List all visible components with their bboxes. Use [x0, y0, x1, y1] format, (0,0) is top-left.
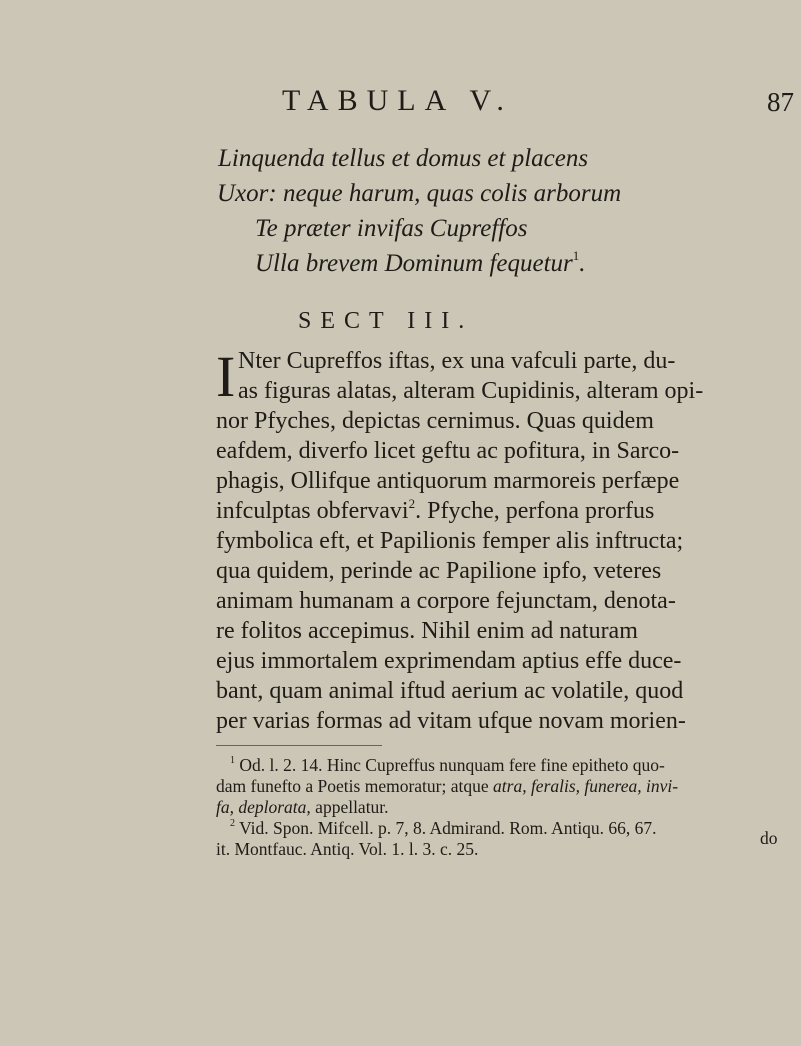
text-line: per varias formas ad vitam ufque novam morien- [216, 708, 686, 734]
text-line: qua quidem, perinde ac Papilione ipfo, veteres [216, 558, 662, 584]
footnote-italic: atra, feralis, funerea, invi- [493, 776, 679, 796]
footnote-text: appellatur. [310, 797, 389, 817]
footnote-rule [216, 745, 382, 746]
page-header [0, 84, 801, 124]
text-line: fymbolica eft, et Papilionis femper alis inftructa; [216, 528, 684, 554]
footnote-line [216, 797, 389, 818]
footnote-number: 1 [230, 755, 235, 766]
verse-line-text: Ulla brevem Dominum fequetur [255, 250, 573, 277]
footnote-line: it. Montfauc. Antiq. Vol. 1. l. 3. c. 25. [216, 839, 479, 859]
verse-line: Ulla brevem Dominum fequetur$^1$. [255, 248, 586, 277]
footnote-text: Od. l. 2. 14. Hinc Cupreffus nunquam fere fine epitheto quo- [239, 755, 665, 775]
text-line: bant, quam animal iftud aerium ac volatile, quod [216, 678, 684, 704]
verse-line: Linquenda tellus et domus et placens [218, 145, 589, 172]
verse-line: Te prӕter invifas Cupreffos [255, 215, 528, 242]
footnote-text: Vid. Spon. Mifcell. p. 7, 8. Admirand. Rom. Antiqu. 66, 67. [239, 818, 657, 838]
text-line: ejus immortalem exprimendam aptius effe duce- [216, 648, 682, 674]
section-heading: SECT III. [298, 308, 474, 334]
text-line: eafdem, diverfo licet geftu ac pofitura, in Sarco- [216, 438, 680, 464]
footnote-marker: 2 [408, 496, 416, 511]
text-line [216, 498, 654, 525]
page-number: 87 [767, 87, 794, 117]
footnote-marker: 1 [572, 248, 580, 263]
text-fragment: . Pfyche, perfona prorfus [415, 498, 655, 524]
running-title: TABULA V. [282, 84, 513, 117]
footnote-line [230, 818, 657, 839]
text-line: nor Pfyches, depictas cernimus. Quas quidem [216, 408, 654, 434]
drop-cap: I [216, 344, 236, 409]
footnote-text: dam funefto a Poetis memoratur; atque [216, 776, 494, 796]
footnote-line [230, 755, 665, 776]
text-line: phagis, Ollifque antiquorum marmoreis perfӕpe [216, 468, 680, 494]
footnote-italic: fa, deplorata, [216, 797, 311, 817]
text-line: animam humanam a corpore fejunctam, denota- [216, 588, 676, 614]
text-line: Nter Cupreffos iftas, ex una vafculi parte, du- [238, 348, 676, 374]
text-line: re folitos accepimus. Nihil enim ad naturam [216, 618, 638, 644]
catchword: do [760, 828, 778, 848]
text-fragment: infculptas obfervavi [216, 498, 409, 524]
text-line: as figuras alatas, alteram Cupidinis, alteram opi- [238, 378, 704, 404]
verse-line: Uxor: neque harum, quas colis arborum [217, 180, 622, 207]
footnote-line [216, 776, 678, 797]
footnote-number: 2 [230, 818, 235, 829]
